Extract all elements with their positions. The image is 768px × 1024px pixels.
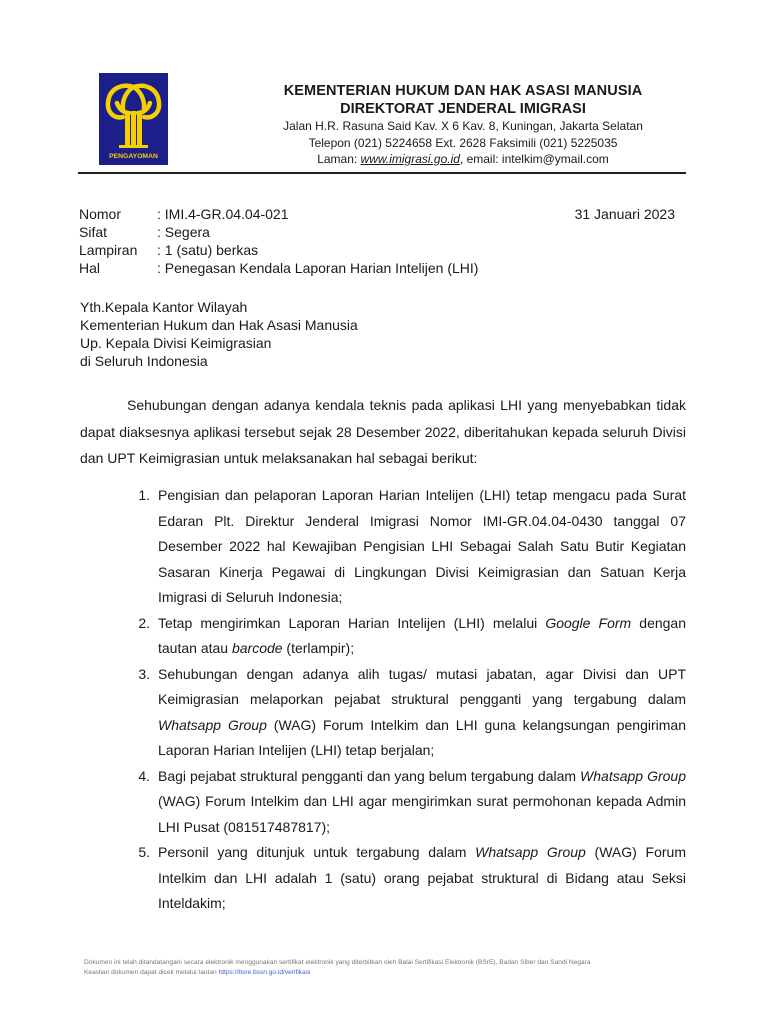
list-item <box>80 483 686 611</box>
intro-paragraph: Sehubungan dengan adanya kendala teknis pada aplikasi LHI yang menyebabkan tidak dapat diaksesnya aplikasi tersebut sejak 28 Desember 2022, diberitahukan kepada seluruh Divisi dan UPT Keimigrasian untuk melaksanakan hal sebagai berikut: <box>80 397 686 466</box>
recipient-line: Kementerian Hukum dan Hak Asasi Manusia <box>80 317 358 333</box>
footer-line: Dokumen ini telah ditandatangani secara elektronik menggunakan sertifikat elektronik yang diterbitkan oleh Balai Sertifikasi Elektronik (BSrE), Badan Siber dan Sandi Negara <box>84 959 591 966</box>
list-item <box>80 662 686 764</box>
meta-hal <box>79 259 478 277</box>
text-run-italic: Whatsapp Group <box>580 767 686 784</box>
list-item-text <box>150 840 686 917</box>
list-item <box>80 611 686 662</box>
recipient-line: Up. Kepala Divisi Keimigrasian <box>80 335 272 351</box>
lampiran-label: Lampiran <box>79 242 138 258</box>
sifat-value: : Segera <box>157 224 210 240</box>
list-item <box>80 764 686 841</box>
meta-lampiran <box>79 241 478 259</box>
pengayoman-emblem-icon <box>99 73 168 165</box>
list-number: 4. <box>138 767 150 784</box>
email-text: , email: intelkim@ymail.com <box>459 152 609 166</box>
text-run-italic: Whatsapp Group <box>158 716 267 733</box>
recipient-block <box>80 298 358 370</box>
text-run-italic: barcode <box>231 640 283 656</box>
text-run: dengan tautan atau <box>158 614 687 656</box>
text-run: (terlampir); <box>282 640 355 656</box>
footer-line <box>84 968 591 978</box>
text-run: Tetap mengirimkan Laporan Harian Intelijen (LHI) melalui <box>158 614 546 631</box>
web-prefix: Laman: <box>317 152 361 166</box>
meta-sifat <box>79 223 478 241</box>
esign-footer <box>84 958 591 978</box>
office-phone: Telepon (021) 5224658 Ext. 2628 Faksimili (021) 5225035 <box>308 135 618 150</box>
text-run: Bagi pejabat struktural pengganti dan yang belum tergabung dalam <box>158 767 581 784</box>
recipient-line: Yth.Kepala Kantor Wilayah <box>80 299 248 315</box>
text-run-italic: Whatsapp Group <box>475 844 586 860</box>
nomor-label: Nomor <box>79 206 122 222</box>
list-item-text <box>150 764 686 841</box>
ministry-name: KEMENTERIAN HUKUM DAN HAK ASASI MANUSIA <box>283 83 643 99</box>
text-run: (WAG) Forum Intelkim dan LHI guna kelangsungan pengiriman Laporan Harian Intelijen (LHI) tetap berjalan; <box>158 716 686 758</box>
text-run-italic: Google Form <box>545 614 632 631</box>
letter-body <box>80 392 686 472</box>
text-run: (WAG) Forum Intelkim dan LHI adalah 1 (satu) orang pejabat struktural di Bidang atau Seksi Inteldakim; <box>158 844 686 911</box>
list-item-text <box>150 611 686 662</box>
list-number: 5. <box>138 844 150 860</box>
list-item-text <box>150 662 686 764</box>
text-run: Sehubungan dengan adanya alih tugas/ mutasi jabatan, agar Divisi dan UPT Keimigrasian melaporkan pejabat struktural pengganti yang tergabung dalam <box>158 665 686 707</box>
list-number: 2. <box>138 614 150 631</box>
text-run: (WAG) Forum Intelkim dan LHI agar mengirimkan surat permohonan kepada Admin LHI Pusat (081517487817); <box>158 793 686 835</box>
meta-nomor <box>79 205 478 223</box>
directorate-name: DIREKTORAT JENDERAL IMIGRASI <box>340 101 586 117</box>
list-item <box>80 840 686 917</box>
website-link[interactable]: www.imigrasi.go.id <box>360 152 460 166</box>
letterhead <box>230 82 696 168</box>
office-address: Jalan H.R. Rasuna Said Kav. X 6 Kav. 8, Kuningan, Jakarta Selatan <box>283 119 643 133</box>
letterhead-divider <box>78 172 686 174</box>
ministry-logo <box>99 73 168 165</box>
hal-label: Hal <box>79 260 101 276</box>
list-number: 3. <box>138 665 150 682</box>
sifat-label: Sifat <box>79 224 108 240</box>
nomor-value: : IMI.4-GR.04.04-021 <box>157 206 289 222</box>
letter-meta <box>79 205 478 277</box>
instruction-list <box>80 483 686 917</box>
footer-text: Keaslian dokumen dapat dicek melalui tautan <box>84 969 219 976</box>
logo-text: PENGAYOMAN <box>109 153 158 160</box>
hal-value: : Penegasan Kendala Laporan Harian Intelijen (LHI) <box>157 260 479 276</box>
text-run: Personil yang ditunjuk untuk tergabung dalam <box>158 844 476 860</box>
list-item-text: Pengisian dan pelaporan Laporan Harian Intelijen (LHI) tetap mengacu pada Surat Edaran Plt. Direktur Jenderal Imigrasi Nomor IMI-GR.04.04-0430 tanggal 07 Desember 2022 hal Kewajiban Pengisian LHI Sebagai Salah Satu Butir Kegiatan Sasaran Kinerja Pegawai di Lingkungan Divisi Keimigrasian dan Satuan Kerja Imigrasi di Seluruh Indonesia; <box>158 487 686 605</box>
office-contact <box>230 151 696 168</box>
recipient-line: di Seluruh Indonesia <box>80 353 208 369</box>
lampiran-value: : 1 (satu) berkas <box>157 242 259 258</box>
verification-link[interactable]: https://bsre.bssn.go.id/verifikasi <box>218 969 311 976</box>
list-number: 1. <box>138 487 150 503</box>
letter-date: 31 Januari 2023 <box>574 206 675 222</box>
